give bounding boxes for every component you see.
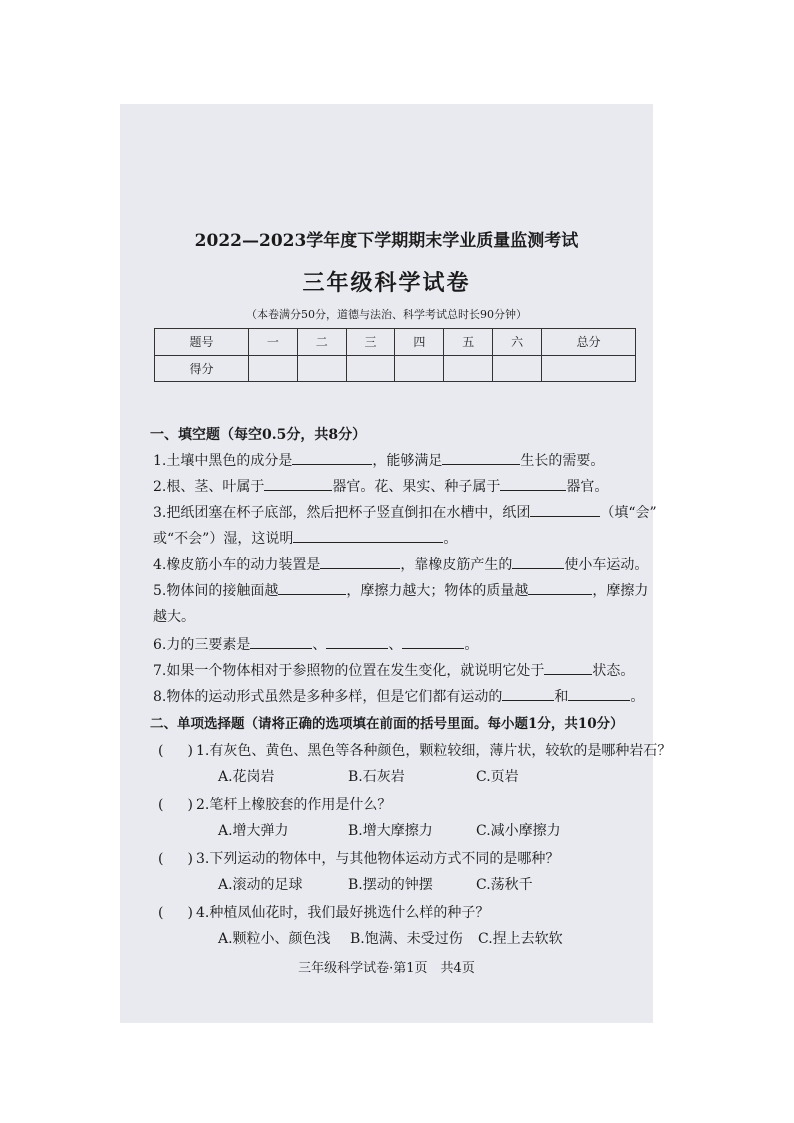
answer-blank[interactable] [326,636,388,649]
answer-blank[interactable] [293,530,443,543]
option-a[interactable]: A.滚动的足球 [218,877,303,893]
question-text: 、 [388,637,403,653]
score-input-cell[interactable] [395,355,444,382]
paren-close: ) [187,743,193,759]
answer-paren[interactable] [158,797,196,813]
score-table-score-row [155,355,636,382]
fill-question-2 [153,476,608,496]
question-text: ，摩擦力 [592,583,649,599]
question-text: 1.土壤中黑色的成分是 [153,453,293,469]
question-text: 或“不会”）湿，这说明 [153,531,294,547]
question-text: 8.物体的运动形式虽然是多种多样，但是它们都有运动的 [153,689,503,705]
answer-blank[interactable] [402,636,464,649]
question-text: 3.把纸团塞在杯子底部，然后把杯子竖直倒扣在水槽中，纸团 [153,505,531,521]
answer-paren[interactable] [158,851,196,867]
answer-blank[interactable] [530,504,600,517]
score-input-cell[interactable] [248,355,297,382]
paren-open: ( [158,743,164,759]
option-c[interactable]: C.捏上去软软 [478,931,563,947]
answer-blank[interactable] [320,556,400,569]
answer-blank[interactable] [278,582,346,595]
score-table-header-row [155,329,636,356]
question-text: 2.笔杆上橡胶套的作用是什么？ [196,797,392,813]
answer-blank[interactable] [500,478,566,491]
answer-blank[interactable] [502,688,554,701]
question-text: （填“会” [600,505,657,521]
question-text: ，摩擦力越大；物体的质量越 [346,583,529,599]
option-b[interactable]: B.摆动的钟摆 [348,877,433,893]
fill-question-8 [153,686,644,706]
section2-title: 二、单项选择题（请将正确的选项填在前面的括号里面。每小题1分，共10分） [150,716,624,732]
score-cell: 五 [444,329,493,356]
choice-options-3 [218,874,533,894]
option-a[interactable]: A.花岗岩 [218,769,275,785]
fill-question-4 [153,554,648,574]
fill-question-7 [153,660,634,680]
question-text: 2.根、茎、叶属于 [153,479,265,495]
question-text: 1.有灰色、黄色、黑色等各种颜色，颗粒较细，薄片状，较软的是哪种岩石？ [196,743,672,759]
question-text: 和 [554,689,569,705]
exam-note: （本卷满分50分，道德与法治、科学考试总时长90分钟） [246,308,527,321]
paren-open: ( [158,905,164,921]
choice-question-1 [158,740,671,760]
question-text: 。 [443,531,458,547]
question-text: 。 [630,689,645,705]
option-a[interactable]: A.颗粒小、颜色浅 [218,931,331,947]
question-text: 、 [312,637,327,653]
question-text: 。 [464,637,479,653]
option-b[interactable]: B.石灰岩 [348,769,405,785]
fill-question-1 [153,450,604,470]
score-cell: 总分 [542,329,636,356]
option-c[interactable]: C.页岩 [476,769,519,785]
score-cell: 三 [346,329,395,356]
score-input-cell[interactable] [444,355,493,382]
answer-blank[interactable] [292,452,372,465]
page-footer: 三年级科学试卷·第1页 共4页 [298,961,475,976]
answer-paren[interactable] [158,743,196,759]
answer-blank[interactable] [568,688,630,701]
score-cell: 六 [493,329,542,356]
fill-question-5-cont: 越大。 [153,609,195,625]
question-text: ，能够满足 [372,453,443,469]
fill-question-5 [153,580,648,600]
question-text: 器官。 [566,479,609,495]
choice-options-2 [218,820,561,840]
score-input-cell[interactable] [297,355,346,382]
answer-blank[interactable] [544,662,592,675]
answer-blank[interactable] [512,556,564,569]
fill-question-6 [153,634,478,654]
exam-title: 2022—2023学年度下学期期末学业质量监测考试 [194,231,579,251]
score-input-cell[interactable] [346,355,395,382]
answer-blank[interactable] [528,582,592,595]
option-b[interactable]: B.饱满、未受过伤 [350,931,463,947]
answer-blank[interactable] [264,478,332,491]
fill-question-3-cont [153,528,457,548]
score-cell: 题号 [155,329,249,356]
paren-open: ( [158,851,164,867]
score-cell: 二 [297,329,346,356]
fill-question-3 [153,502,657,522]
choice-question-4 [158,902,489,922]
score-input-cell[interactable] [542,355,636,382]
question-text: 生长的需要。 [520,453,605,469]
question-text: 状态。 [592,663,635,679]
option-c[interactable]: C.荡秋千 [476,877,533,893]
score-cell: 四 [395,329,444,356]
paren-close: ) [187,851,193,867]
section1-title: 一、填空题（每空0.5分，共8分） [150,427,367,443]
question-text: 使小车运动。 [564,557,649,573]
option-b[interactable]: B.增大摩擦力 [348,823,433,839]
score-input-cell[interactable] [493,355,542,382]
answer-blank[interactable] [442,452,520,465]
choice-question-2 [158,794,391,814]
question-text: 4.种植凤仙花时，我们最好挑选什么样的种子？ [196,905,490,921]
question-text: 5.物体间的接触面越 [153,583,279,599]
option-c[interactable]: C.减小摩擦力 [476,823,561,839]
option-a[interactable]: A.增大弹力 [218,823,289,839]
paren-close: ) [187,905,193,921]
score-cell: 一 [248,329,297,356]
question-text: ，靠橡皮筋产生的 [400,557,513,573]
question-text: 3.下列运动的物体中，与其他物体运动方式不同的是哪种？ [196,851,560,867]
answer-paren[interactable] [158,905,196,921]
exam-subtitle: 三年级科学试卷 [302,270,471,296]
paren-open: ( [158,797,164,813]
question-text: 6.力的三要素是 [153,637,251,653]
choice-question-3 [158,848,559,868]
question-text: 4.橡皮筋小车的动力装置是 [153,557,321,573]
score-table [154,328,636,382]
paren-close: ) [187,797,193,813]
choice-options-4 [218,928,563,948]
answer-blank[interactable] [250,636,312,649]
question-text: 7.如果一个物体相对于参照物的位置在发生变化，就说明它处于 [153,663,545,679]
score-cell: 得分 [155,355,249,382]
question-text: 器官。花、果实、种子属于 [332,479,501,495]
choice-options-1 [218,766,519,786]
